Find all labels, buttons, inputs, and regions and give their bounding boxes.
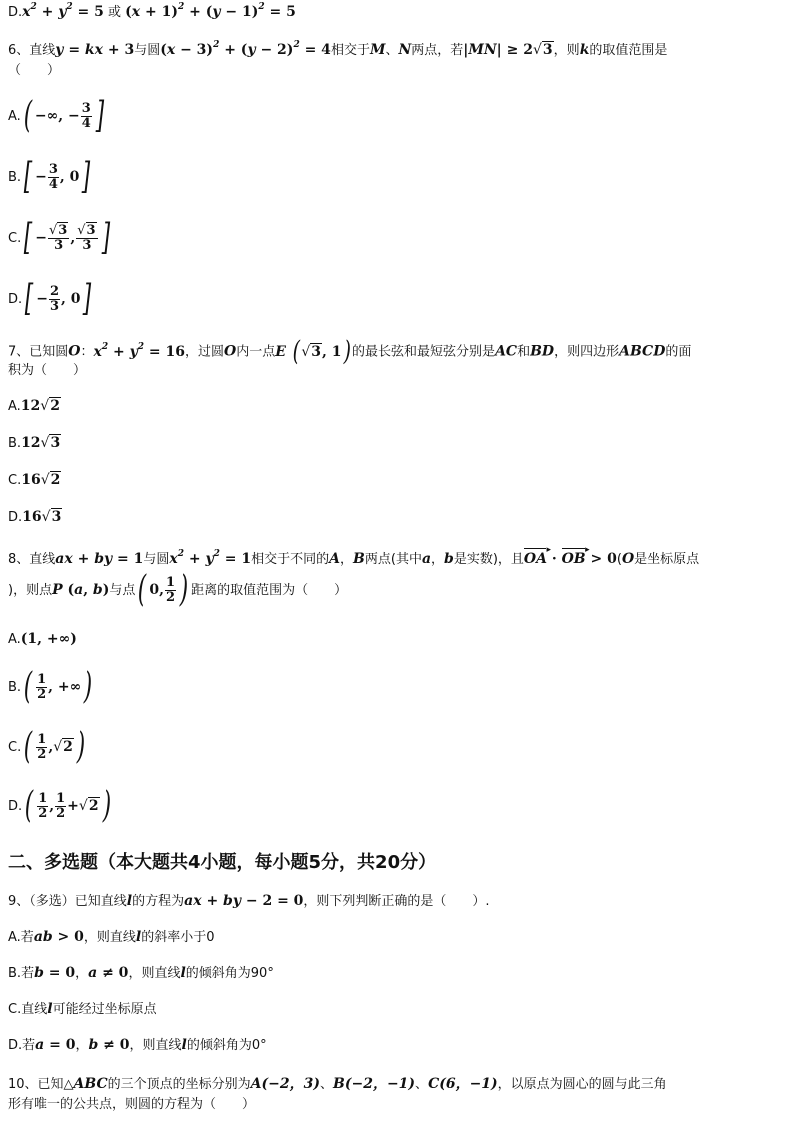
q6-point-n: N [398, 42, 412, 58]
option-math: b = 0 [34, 965, 76, 981]
q6-option-d [8, 279, 95, 320]
q8-text: 两点(其中 [364, 552, 422, 567]
option-math: 16√2 [21, 472, 61, 488]
option-label: D. [8, 5, 23, 20]
q8-text: 直线 [29, 552, 56, 567]
option-label: A. [8, 399, 21, 414]
q6-text: ，则 [553, 43, 580, 58]
q8-option-d [8, 786, 114, 827]
q10-point-b: B(−2，−1) [333, 1076, 416, 1092]
q8-text: ， [340, 552, 354, 567]
q6-text: 直线 [29, 43, 56, 58]
q8-option-c [8, 727, 88, 768]
q7-point-e: E ( √3, 1) [275, 336, 351, 367]
q9-line-l: l [126, 893, 133, 909]
q9-text: ，则下列判断正确的是（ ）. [303, 894, 490, 909]
q8-stem-line2 [8, 570, 347, 611]
q7-option-a [8, 396, 61, 417]
q10-text: 、 [320, 1077, 334, 1092]
option-text: 若 [22, 1038, 36, 1053]
q7-chord-ac: AC [495, 343, 518, 360]
option-text: 的斜率小于0 [141, 930, 215, 945]
q7-text: ： [80, 344, 94, 360]
option-math: ( $\frac{1}{2}$ , $\frac{1}{2}$ +√2 ) [24, 785, 111, 826]
q6-text: 的取值范围是 [589, 43, 668, 58]
q10-stem-line2 [8, 1094, 255, 1115]
q9-option-c [8, 999, 157, 1020]
option-text: ，则直线 [129, 1038, 182, 1053]
q7-stem-line2 [8, 360, 86, 381]
q7-text: 的面 [665, 344, 692, 360]
q8-text: 是实数)，且 [453, 552, 524, 567]
q10-text: ，以原点为圆心的圆与此三角 [497, 1077, 667, 1092]
q9-text: 的方程为 [132, 894, 185, 909]
q8-option-b [8, 667, 95, 708]
option-label: C. [8, 473, 22, 488]
option-label: A. [8, 109, 21, 124]
option-math: ( $\frac{1}{2}$ , +∞) [23, 666, 93, 707]
q9-line-l: l [47, 1001, 53, 1017]
option-text: ， [75, 1038, 89, 1053]
q9-option-a [8, 927, 215, 948]
q9-option-b [8, 963, 274, 984]
q8-dot-product: OA ▸ · OB ▸ > 0 [524, 551, 617, 567]
option-label: D. [8, 799, 23, 814]
q6-stem-line2 [8, 60, 60, 81]
option-math: ( −∞, − $\frac{3}{4}$ ] [23, 95, 105, 136]
option-label: D. [8, 1038, 23, 1053]
q6-text: 、 [385, 43, 399, 58]
q8-stem-line1 [8, 549, 699, 570]
option-math: ab > 0 [33, 929, 84, 945]
q6-text: 相交于 [330, 43, 370, 58]
option-math: b ≠ 0 [88, 1037, 130, 1053]
q10-text: 已知△ [37, 1077, 74, 1092]
q10-triangle: ABC [73, 1076, 108, 1092]
q7-text: 内一点 [236, 344, 276, 360]
q7-option-d [8, 507, 62, 528]
option-text: ， [75, 966, 89, 981]
option-label: D. [8, 510, 23, 525]
q8-text: 与点 [109, 583, 136, 598]
q6-stem-line1 [8, 40, 667, 61]
q6-text: 两点，若 [411, 43, 464, 58]
option-math: (1, +∞) [20, 631, 77, 647]
option-math: [ − $\frac{2}{3}$ , 0] [24, 278, 92, 319]
q7-circle-eq: $x^2 + y^2 = 16$ [93, 341, 185, 360]
q10-text: 的三个顶点的坐标分别为 [107, 1077, 251, 1092]
option-math: 12√2 [20, 398, 60, 414]
q6-option-c [8, 218, 113, 259]
q8-point: ( 0, $\frac{1}{2}$ ) [138, 569, 189, 610]
option-label: B. [8, 680, 22, 695]
q5-eq1: $x^2 + y^2 = 5$ [22, 2, 104, 20]
q8-point-a: A [329, 551, 341, 567]
option-label: C. [8, 740, 22, 755]
q8-text: )，则点 [8, 583, 53, 598]
option-label: B. [8, 436, 22, 451]
q9-line-l: l [135, 929, 142, 945]
q8-text: ， [431, 552, 445, 567]
q7-circle-o: O [68, 343, 81, 360]
q6-point-m: M [369, 42, 386, 58]
answer-paren: （ ） [8, 63, 61, 78]
q7-number: 7、 [8, 344, 30, 360]
q5-sep: 或 [103, 5, 126, 20]
q9-option-d [8, 1035, 267, 1056]
q7-option-b [8, 433, 61, 454]
q6-circle-eq: $(x - 3)^2 + (y - 2)^2 = 4$ [160, 40, 331, 58]
option-math: a = 0 [35, 1037, 76, 1053]
option-label: B. [8, 966, 22, 981]
q6-number: 6、 [8, 43, 30, 58]
option-text: ，则直线 [128, 966, 181, 981]
option-math: 16√3 [22, 509, 62, 525]
q8-text: 相交于不同的 [251, 552, 330, 567]
option-label: C. [8, 231, 22, 246]
option-text: 若 [21, 966, 35, 981]
q7-option-c [8, 470, 61, 491]
q9-line-l: l [181, 1037, 187, 1053]
q9-line-eq: ax + by − 2 = 0 [184, 893, 304, 909]
q8-var-a: a [421, 551, 432, 567]
option-text: 的倾斜角为90° [185, 966, 274, 981]
option-math: [ − $\frac{3}{4}$ , 0] [23, 156, 91, 197]
option-text: 可能经过坐标原点 [52, 1002, 157, 1017]
option-label: A. [8, 632, 21, 647]
option-label: B. [8, 170, 22, 185]
q8-option-a [8, 629, 77, 650]
option-label: C. [8, 1002, 22, 1017]
q5-option-d [8, 2, 296, 23]
q9-line-l: l [180, 965, 186, 981]
q7-text: 的最长弦和最短弦分别是 [352, 344, 496, 360]
q8-var-b: b [444, 551, 454, 567]
q9-text: （多选）已知直线 [29, 894, 127, 909]
q8-text: 距离的取值范围为（ ） [191, 583, 348, 598]
option-text: 直线 [21, 1002, 48, 1017]
q7-quad: ABCD [619, 343, 666, 360]
q10-point-c: C(6，−1) [428, 1076, 498, 1092]
q8-line-eq: ax + by = 1 [55, 551, 144, 567]
q6-condition: |MN| ≥ 2√3 [463, 42, 553, 58]
q6-option-b [8, 157, 93, 198]
q8-point-p: P (a, b) [52, 582, 110, 598]
q10-point-a: A(−2，3) [250, 1076, 320, 1092]
q6-k: k [579, 42, 590, 58]
q8-text: ( [616, 552, 622, 567]
q10-stem-line1 [8, 1074, 667, 1095]
q5-eq2: $(x + 1)^2 + (y - 1)^2 = 5$ [125, 2, 296, 20]
q6-text: 与圆 [134, 43, 161, 58]
option-label: D. [8, 292, 23, 307]
q8-text: 与圆 [143, 552, 170, 567]
q8-origin: O [621, 551, 635, 567]
q7-chord-bd: BD [530, 343, 555, 360]
q7-stem-line1 [8, 338, 691, 365]
q7-text: ，过圆 [185, 344, 225, 360]
option-text: 若 [20, 930, 34, 945]
q9-stem [8, 891, 490, 912]
q8-point-b: B [353, 551, 365, 567]
option-math: a ≠ 0 [88, 965, 129, 981]
q10-text: 形有唯一的公共点，则圆的方程为（ ） [8, 1097, 256, 1112]
section-heading: 二、多选题（本大题共4小题，每小题5分，共20分） [8, 852, 437, 873]
q6-line-eq: y = kx + 3 [55, 42, 135, 58]
q7-text: 积为（ ） [8, 363, 87, 378]
q10-text: 、 [415, 1077, 429, 1092]
q8-text: 是坐标原点 [634, 552, 700, 567]
option-text: 的倾斜角为0° [186, 1038, 267, 1053]
option-label: A. [8, 930, 21, 945]
q9-number: 9、 [8, 894, 30, 909]
option-math: [ − $\frac{√3}{3}$ , $\frac{√3}{3}$ ] [24, 217, 110, 258]
q8-circle-eq: $x^2 + y^2 = 1$ [169, 549, 252, 567]
q7-text: 已知圆 [29, 344, 69, 360]
option-math: ( $\frac{1}{2}$ ,√2 ) [24, 726, 86, 767]
q8-number: 8、 [8, 552, 30, 567]
option-text: ，则直线 [83, 930, 136, 945]
q7-text: ，则四边形 [554, 344, 620, 360]
option-math: 12√3 [21, 435, 61, 451]
q7-circle-o: O [224, 343, 237, 360]
q7-text: 和 [517, 344, 531, 360]
q6-option-a [8, 96, 107, 137]
q10-number: 10、 [8, 1077, 38, 1092]
